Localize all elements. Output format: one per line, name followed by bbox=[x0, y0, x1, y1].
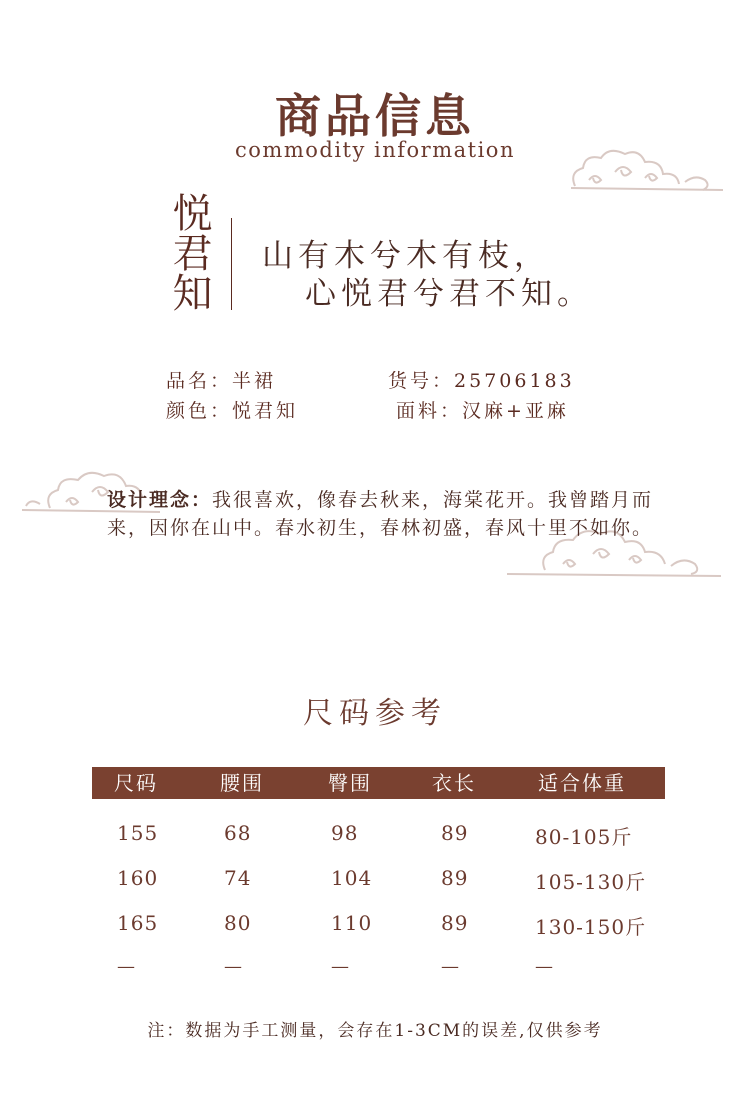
info-sku bbox=[388, 366, 575, 393]
info-fabric-value: 汉麻+亚麻 bbox=[462, 400, 569, 422]
cell: 98 bbox=[331, 821, 359, 845]
cell: 89 bbox=[441, 866, 469, 890]
info-color bbox=[166, 396, 298, 423]
cell: 68 bbox=[224, 821, 252, 845]
page-subtitle: commodity information bbox=[235, 138, 515, 162]
info-sku-label: 货号： bbox=[388, 370, 455, 392]
cell: 74 bbox=[224, 866, 252, 890]
cell: 130-150斤 bbox=[535, 915, 647, 939]
page-title: 商品信息 bbox=[275, 89, 475, 143]
cell: — bbox=[441, 956, 459, 977]
measurement-note: 注：数据为手工测量，会存在1-3CM的误差,仅供参考 bbox=[147, 1021, 603, 1041]
poem-line-2: 心悦君兮君不知。 bbox=[305, 276, 593, 312]
cell: — bbox=[535, 956, 553, 977]
cell: 89 bbox=[441, 821, 469, 845]
divider bbox=[231, 218, 232, 310]
cell: 80 bbox=[224, 911, 252, 935]
design-text: 我很喜欢，像春去秋来，海棠花开。我曾踏月而来，因你在山中。春水初生，春林初盛，春风十里不如你。 bbox=[107, 489, 654, 539]
th-weight: 适合体重 bbox=[538, 771, 626, 795]
th-size: 尺码 bbox=[114, 771, 158, 795]
cell: — bbox=[224, 956, 242, 977]
cell: 89 bbox=[441, 911, 469, 935]
th-waist: 腰围 bbox=[220, 771, 264, 795]
cell: 80-105斤 bbox=[535, 825, 633, 849]
info-name bbox=[166, 366, 276, 393]
info-sku-value: 25706183 bbox=[454, 370, 575, 392]
info-name-label: 品名： bbox=[166, 370, 233, 392]
cell: 160 bbox=[117, 866, 159, 890]
design-concept bbox=[107, 486, 667, 542]
th-length: 衣长 bbox=[432, 771, 476, 795]
cell: — bbox=[331, 956, 349, 977]
cell: 105-130斤 bbox=[535, 870, 647, 894]
cell: — bbox=[117, 956, 135, 977]
cell: 155 bbox=[117, 821, 159, 845]
info-fabric-label: 面料： bbox=[396, 400, 463, 422]
cell: 104 bbox=[331, 866, 373, 890]
info-color-value: 悦君知 bbox=[232, 400, 299, 422]
cell: 165 bbox=[117, 911, 159, 935]
info-name-value: 半裙 bbox=[232, 370, 277, 392]
poem-line-1: 山有木兮木有枝， bbox=[262, 238, 550, 274]
info-fabric bbox=[396, 396, 569, 423]
size-chart-title: 尺码参考 bbox=[303, 696, 447, 731]
info-color-label: 颜色： bbox=[166, 400, 233, 422]
design-label: 设计理念： bbox=[107, 489, 213, 511]
cell: 110 bbox=[331, 911, 373, 935]
th-hip: 臀围 bbox=[328, 771, 372, 795]
brand-name: 悦君知 bbox=[166, 192, 212, 312]
size-table-header bbox=[92, 767, 665, 799]
